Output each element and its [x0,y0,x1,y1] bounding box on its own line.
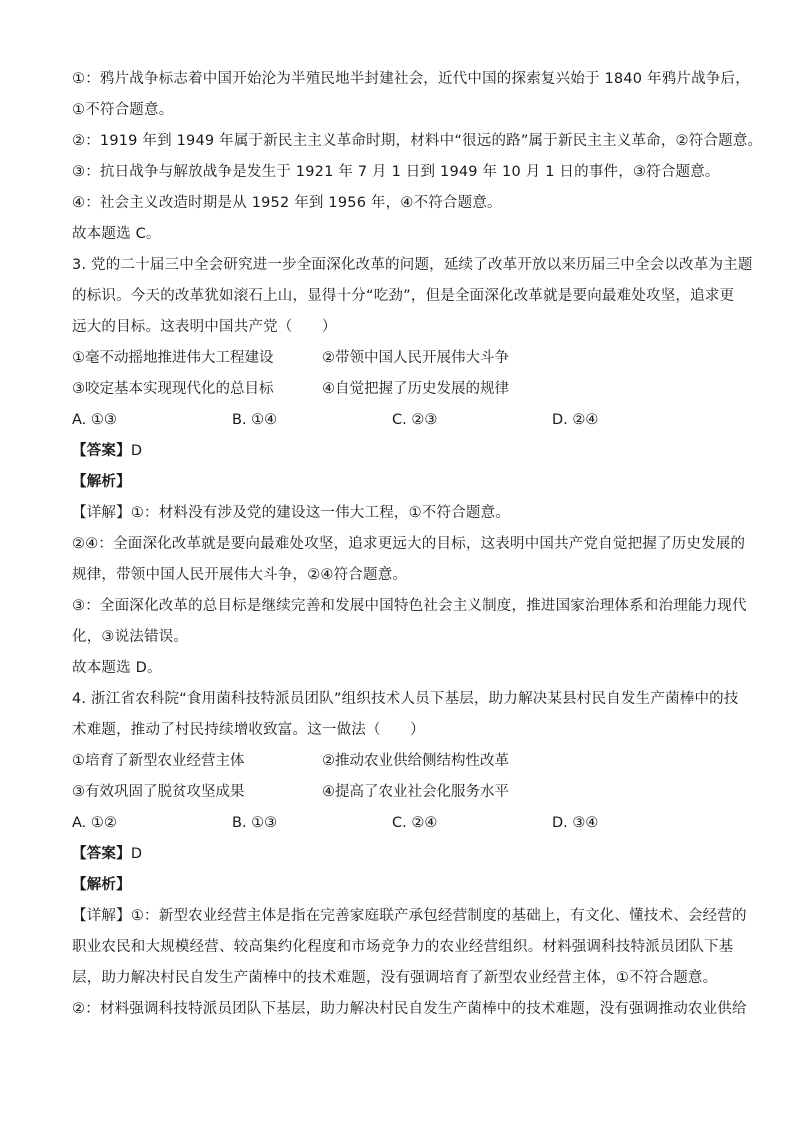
detail-label: 【详解】 [72,908,131,924]
q4-answer-line [72,839,732,870]
q4-analysis-heading [72,870,732,901]
q3-detail-line: 规律，带领中国人民开展伟大斗争，②④符合题意。 [72,567,408,583]
question-3-stem-line: 的标识。今天的改革犹如滚石上山，显得十分“吃劲”，但是全面深化改革就是要向最难处攻坚，追求更 [72,288,735,304]
detail-text: ①：新型农业经营主体是指在完善家庭联产承包经营制度的基础上，有文化、懂技术、会经营的 [130,908,747,924]
q4-option-1: ①培育了新型农业经营主体 [72,753,245,769]
question-4-options-row [72,746,732,777]
q3-conclusion-line: 故本题选 D。 [72,660,162,676]
answer-label: 【答案】 [72,443,131,459]
q3-option-1: ①毫不动摇地推进伟大工程建设 [72,350,274,366]
q4-choice-d: D. ③④ [552,815,599,831]
q4-detail-line: ②：材料强调科技特派员团队下基层，助力解决村民自发生产菌棒中的技术难题，没有强调推动农业供给 [72,1001,747,1017]
conclusion-line: 故本题选 C。 [72,226,161,242]
answer-value: D [130,443,143,459]
q3-choice-b: B. ①④ [232,412,278,428]
q4-option-4: ④提高了农业社会化服务水平 [322,784,509,800]
analysis-line: ①不符合题意。 [72,102,174,118]
q3-choice-c: C. ②③ [392,412,438,428]
q4-choice-b: B. ①③ [232,815,278,831]
q3-detail-line: ③：全面深化改革的总目标是继续完善和发展中国特色社会主义制度，推进国家治理体系和治理能力现代 [72,598,747,614]
question-4-stem-line: 4. 浙江省农科院“食用菌科技特派员团队”组织技术人员下基层，助力解决某县村民自发生产菌棒中的技 [72,691,739,707]
answer-value: D [130,846,143,862]
analysis-line: ②：1919 年到 1949 年属于新民主主义革命时期，材料中“很远的路”属于新民主主义革命，②符合题意。 [72,133,763,149]
document-page [72,64,763,1025]
question-4-stem-line: 术难题，推动了村民持续增收致富。这一做法（ ） [72,722,425,738]
detail-label: 【详解】 [72,505,131,521]
analysis-label: 【解析】 [72,877,131,893]
q4-detail-line: 层，助力解决村民自发生产菌棒中的技术难题，没有强调培育了新型农业经营主体，①不符合题意。 [72,970,718,986]
answer-label: 【答案】 [72,846,131,862]
q3-choice-d: D. ②④ [552,412,599,428]
q3-option-2: ②带领中国人民开展伟大斗争 [322,350,509,366]
question-3-stem-line: 3. 党的二十届三中全会研究进一步全面深化改革的问题，延续了改革开放以来历届三中全会以改革为主题 [72,257,753,273]
question-3-stem-line: 远大的目标。这表明中国共产党（ ） [72,319,337,335]
question-3-choices-row [72,405,732,436]
q4-choice-a: A. ①② [72,815,117,831]
q4-option-3: ③有效巩固了脱贫攻坚成果 [72,784,245,800]
q4-detail-line [72,901,747,932]
question-4-choices-row [72,808,732,839]
analysis-line: ①：鸦片战争标志着中国开始沦为半殖民地半封建社会，近代中国的探索复兴始于 1840 年鸦片战争后， [72,71,750,87]
question-3-options-row [72,343,732,374]
analysis-line: ④：社会主义改造时期是从 1952 年到 1956 年，④不符合题意。 [72,195,502,211]
q3-option-3: ③咬定基本实现现代化的总目标 [72,381,274,397]
q4-detail-line: 职业农民和大规模经营、较高集约化程度和市场竞争力的农业经营组织。材料强调科技特派员团队下基 [72,939,734,955]
q3-option-4: ④自觉把握了历史发展的规律 [322,381,509,397]
question-4-options-row [72,777,732,808]
detail-text: ①：材料没有涉及党的建设这一伟大工程，①不符合题意。 [130,505,511,521]
analysis-line: ③：抗日战争与解放战争是发生于 1921 年 7 月 1 日到 1949 年 10 月 1 日的事件，③符合题意。 [72,164,720,180]
question-3-options-row [72,374,732,405]
q3-answer-line [72,436,732,467]
q4-choice-c: C. ②④ [392,815,438,831]
q3-choice-a: A. ①③ [72,412,117,428]
q3-detail-line [72,498,732,529]
q3-analysis-heading [72,467,732,498]
q3-detail-line: 化，③说法错误。 [72,629,189,645]
q3-detail-line: ②④：全面深化改革就是要向最难处攻坚，追求更远大的目标，这表明中国共产党自觉把握了历史发展的 [72,536,746,552]
q4-option-2: ②推动农业供给侧结构性改革 [322,753,509,769]
analysis-label: 【解析】 [72,474,131,490]
